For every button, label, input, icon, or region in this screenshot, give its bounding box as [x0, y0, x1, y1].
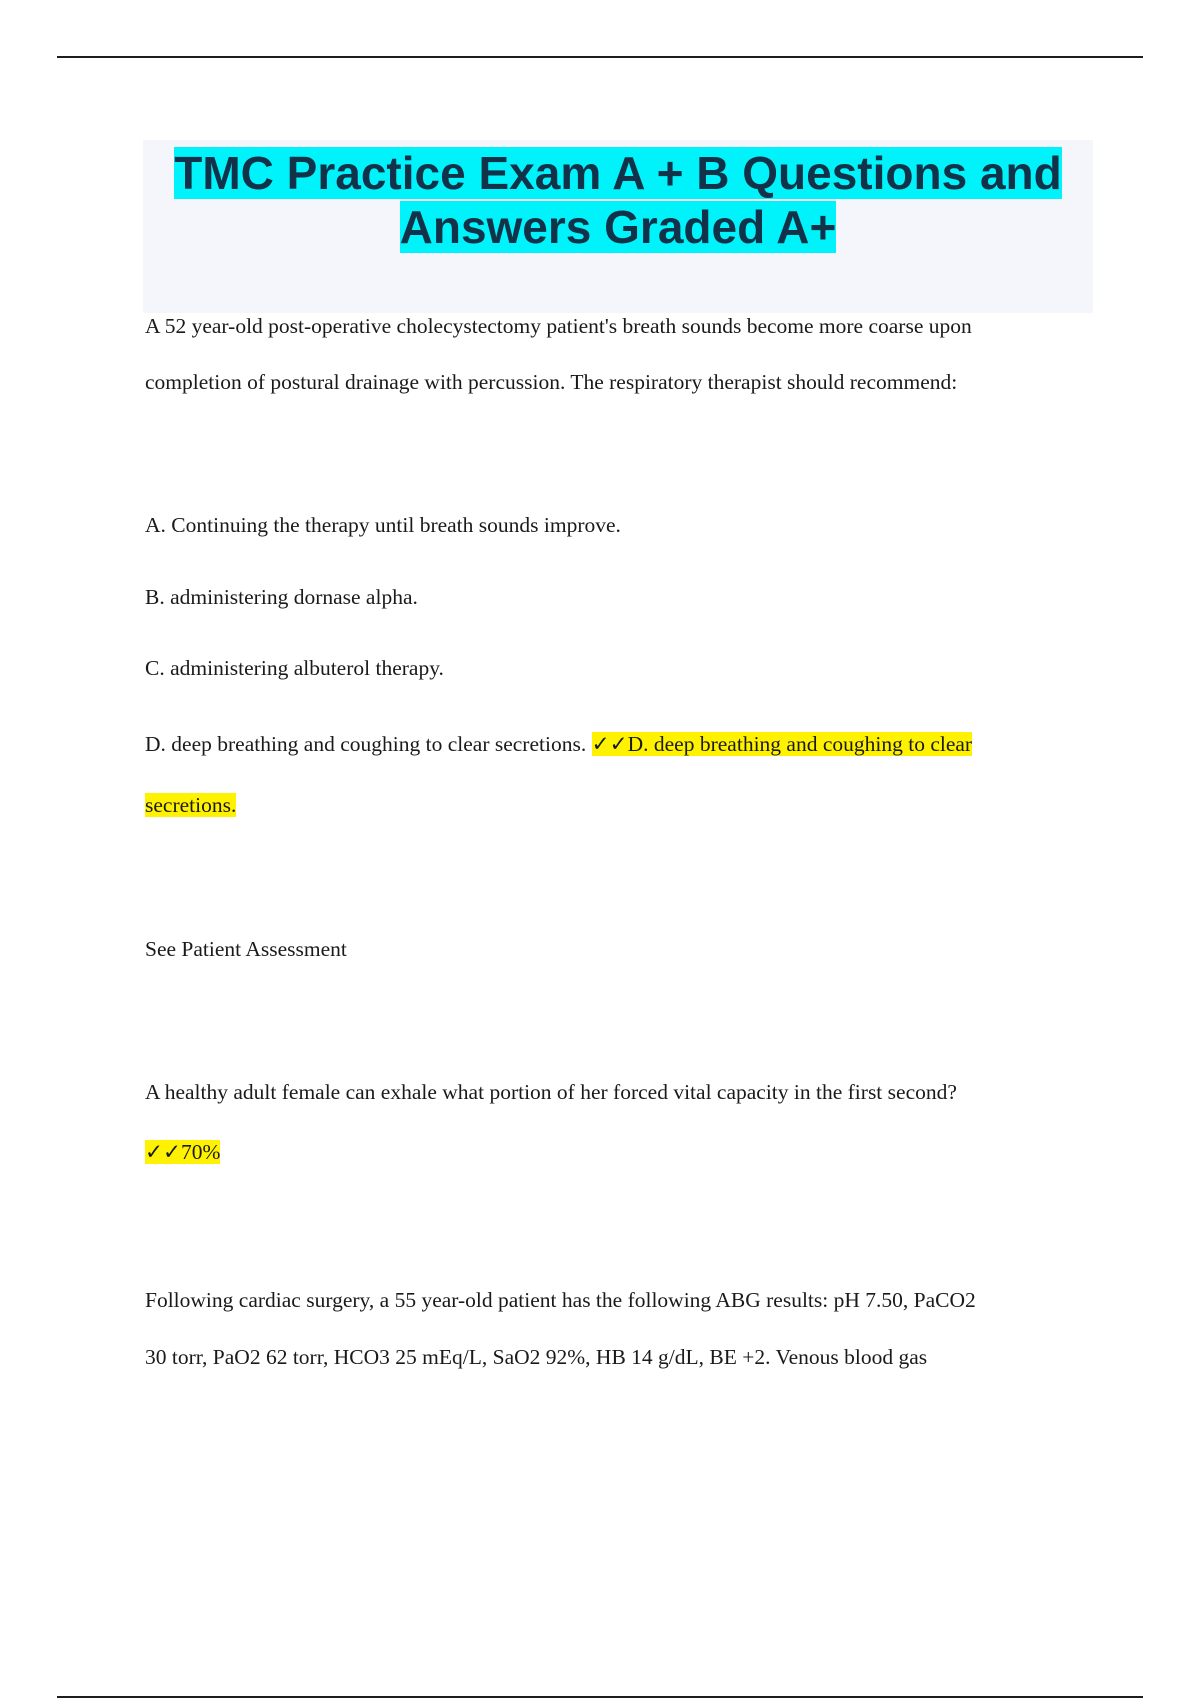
question-1-option-c: C. administering albuterol therapy. [145, 656, 444, 680]
question-1-option-d: D. deep breathing and coughing to clear secretions. [145, 732, 587, 756]
question-1-stem-line-1: A 52 year-old post-operative cholecystectomy patient's breath sounds become more coarse upon [145, 314, 972, 338]
question-2-stem: A healthy adult female can exhale what portion of her forced vital capacity in the first second? [145, 1080, 957, 1104]
question-1-stem-line-2: completion of postural drainage with percussion. The respiratory therapist should recommend: [145, 370, 958, 394]
document-title [143, 146, 1093, 254]
see-patient-assessment: See Patient Assessment [145, 937, 347, 961]
question-1-option-d-line [145, 716, 1095, 772]
bottom-rule [57, 1696, 1143, 1698]
question-3-stem-line-2: 30 torr, PaO2 62 torr, HCO3 25 mEq/L, SaO2 92%, HB 14 g/dL, BE +2. Venous blood gas [145, 1345, 928, 1369]
document-title-text: TMC Practice Exam A + B Questions and Answers Graded A+ [174, 147, 1062, 253]
question-3-stem-line-1: Following cardiac surgery, a 55 year-old patient has the following ABG results: pH 7.50, PaCO2 [145, 1288, 976, 1312]
question-2-answer: ✓✓70% [145, 1140, 221, 1164]
top-rule [57, 56, 1143, 58]
question-1-answer-line-2: secretions. [145, 793, 237, 817]
question-1-answer-line-2-wrap [145, 777, 1095, 833]
question-1-option-b: B. administering dornase alpha. [145, 585, 418, 609]
question-1-answer: ✓✓D. deep breathing and coughing to clear [591, 732, 973, 756]
question-2-answer-wrap [145, 1124, 1095, 1180]
question-1-option-a: A. Continuing the therapy until breath sounds improve. [145, 513, 621, 537]
